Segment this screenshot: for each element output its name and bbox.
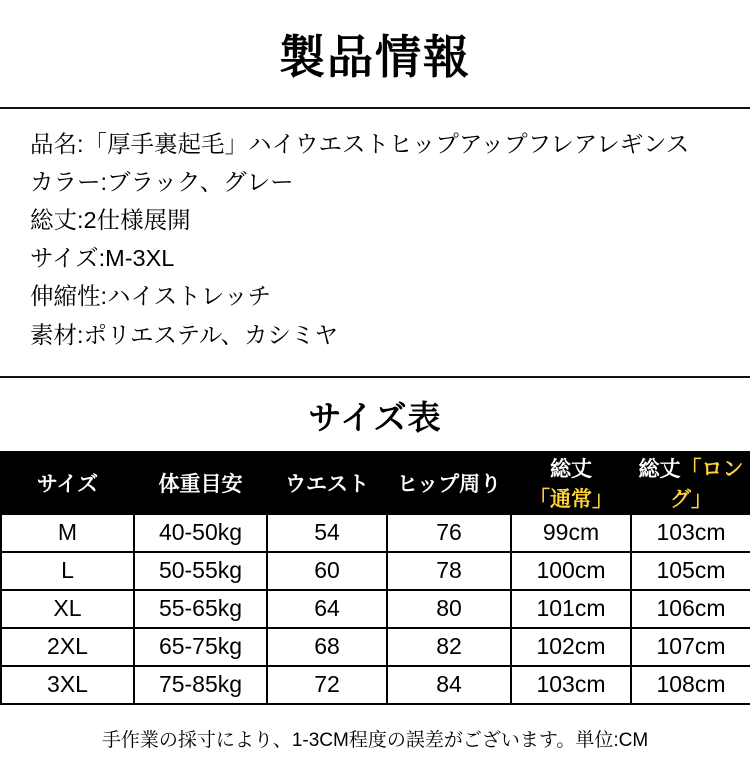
cell-length-normal: 102cm [511, 628, 631, 666]
cell-hip: 78 [387, 552, 511, 590]
cell-length-long: 105cm [631, 552, 750, 590]
column-header-size: サイズ [1, 452, 134, 514]
spec-item-size: サイズ:M-3XL [30, 245, 175, 272]
spec-item-color: カラー:ブラック、グレー [30, 169, 294, 196]
column-header-length-normal [511, 452, 631, 514]
spec-item-material: 素材:ポリエステル、カシミヤ [30, 321, 339, 348]
spec-item-length: 総丈:2仕様展開 [30, 207, 191, 234]
cell-weight: 65-75kg [134, 628, 267, 666]
table-row [1, 552, 750, 590]
length-long-highlight: 「ロング」 [670, 457, 744, 511]
cell-length-long: 108cm [631, 666, 750, 704]
cell-size: L [1, 552, 134, 590]
cell-hip: 84 [387, 666, 511, 704]
column-header-length-long [631, 452, 750, 514]
cell-length-long: 106cm [631, 590, 750, 628]
cell-waist: 72 [267, 666, 387, 704]
cell-weight: 50-55kg [134, 552, 267, 590]
cell-length-normal: 100cm [511, 552, 631, 590]
cell-length-long: 107cm [631, 628, 750, 666]
cell-size: 3XL [1, 666, 134, 704]
cell-length-long: 103cm [631, 514, 750, 552]
size-table [0, 451, 750, 705]
cell-weight: 75-85kg [134, 666, 267, 704]
table-row [1, 590, 750, 628]
page-title: 製品情報 [279, 31, 471, 83]
cell-length-normal: 101cm [511, 590, 631, 628]
column-header-hip: ヒップ周り [387, 452, 511, 514]
cell-length-normal: 103cm [511, 666, 631, 704]
length-normal-highlight: 「通常」 [529, 487, 613, 511]
cell-waist: 60 [267, 552, 387, 590]
spec-item-stretch: 伸縮性:ハイストレッチ [30, 283, 272, 310]
cell-size: 2XL [1, 628, 134, 666]
cell-length-normal: 99cm [511, 514, 631, 552]
cell-hip: 82 [387, 628, 511, 666]
column-header-waist: ウエスト [267, 452, 387, 514]
table-row [1, 666, 750, 704]
table-header-row [1, 452, 750, 514]
cell-weight: 55-65kg [134, 590, 267, 628]
table-row [1, 514, 750, 552]
cell-size: XL [1, 590, 134, 628]
table-row [1, 628, 750, 666]
spec-item-name: 品名:「厚手裏起毛」ハイウエストヒップアップフレアレギンス [30, 131, 690, 158]
cell-waist: 54 [267, 514, 387, 552]
specs-list [0, 109, 750, 363]
divider-bottom [0, 376, 750, 378]
length-normal-main: 総丈 [550, 457, 592, 481]
cell-hip: 80 [387, 590, 511, 628]
length-long-main: 総丈 [638, 457, 681, 481]
cell-size: M [1, 514, 134, 552]
cell-waist: 64 [267, 590, 387, 628]
measurement-note: 手作業の採寸により、1-3CM程度の誤差がございます。単位:CM [101, 729, 649, 751]
cell-waist: 68 [267, 628, 387, 666]
cell-hip: 76 [387, 514, 511, 552]
cell-weight: 40-50kg [134, 514, 267, 552]
size-table-title: サイズ表 [308, 398, 442, 436]
column-header-weight: 体重目安 [134, 452, 267, 514]
